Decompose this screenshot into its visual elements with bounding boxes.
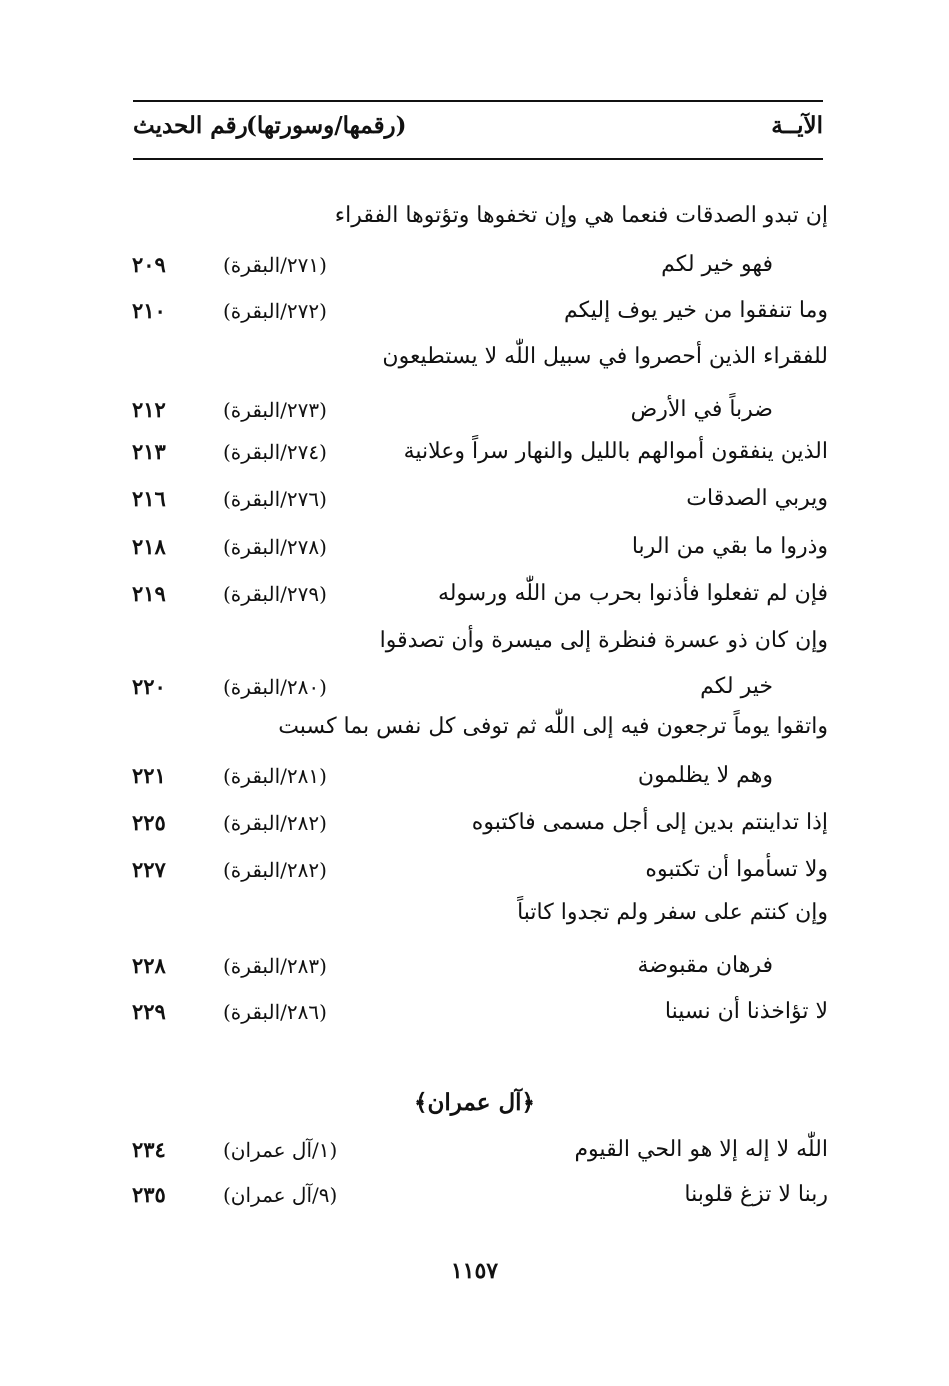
- verse-text: خير لكم: [700, 674, 773, 699]
- verse-text: وذروا ما بقي من الربا: [631, 534, 828, 559]
- verse-ref: (٢٨٦/البقرة): [223, 1000, 327, 1024]
- verse-text: وإن كنتم على سفر ولم تجدوا كاتباً: [517, 900, 828, 925]
- verse-ref: (٢٨٣/البقرة): [223, 954, 327, 978]
- verse-ref: (١/آل عمران): [223, 1138, 338, 1162]
- verse-ref: (٢٧٤/البقرة): [223, 440, 327, 464]
- index-row: [128, 893, 828, 933]
- index-row: [128, 291, 828, 331]
- verse-text: وإن كان ذو عسرة فنظرة إلى ميسرة وأن تصدقوا: [379, 628, 828, 653]
- index-row: [128, 574, 828, 614]
- verse-ref: (٢٨٢/البقرة): [223, 858, 327, 882]
- hadith-number: ٢١٢: [132, 397, 166, 422]
- verse-text: إن تبدو الصدقات فنعما هي وإن تخفوها وتؤتوها الفقراء: [334, 203, 828, 228]
- hadith-number: ٢٠٩: [132, 252, 166, 277]
- verse-ref: (٩/آل عمران): [223, 1183, 338, 1207]
- index-row: [128, 432, 828, 472]
- verse-text: وما تنفقوا من خير يوف إليكم: [563, 298, 828, 323]
- verse-text: للفقراء الذين أحصروا في سبيل اللّٰه لا يستطيعون: [382, 344, 828, 369]
- hadith-number: ٢٣٤: [132, 1137, 166, 1162]
- verse-text: اللّٰه لا إله إلا هو الحي القيوم: [574, 1137, 828, 1162]
- index-row: [128, 707, 828, 747]
- verse-text: فهو خير لكم: [661, 252, 773, 277]
- hadith-number: ٢٣٥: [132, 1182, 166, 1207]
- verse-text: وهم لا يظلمون: [637, 763, 773, 788]
- verse-text: ربنا لا تزغ قلوبنا: [684, 1182, 828, 1207]
- hadith-number: ٢١٣: [132, 439, 166, 464]
- verse-text: ويربي الصدقات: [686, 486, 828, 511]
- verse-ref: (٢٧٨/البقرة): [223, 535, 327, 559]
- verse-ref: (٢٨١/البقرة): [223, 764, 327, 788]
- header-top-rule: [133, 100, 823, 102]
- header-hadith-label: رقم الحديث: [133, 112, 248, 139]
- verse-ref: (٢٨٠/البقرة): [223, 675, 327, 699]
- verse-text: لا تؤاخذنا أن نسينا: [664, 999, 828, 1024]
- verse-text: ولا تسأموا أن تكتبوه: [645, 857, 828, 882]
- header-ref-label: (رقمها/وسورتها): [246, 112, 407, 139]
- index-row: [128, 337, 828, 377]
- index-row: [128, 850, 828, 890]
- verse-ref: (٢٧٦/البقرة): [223, 487, 327, 511]
- index-row: [128, 756, 828, 796]
- index-row: [128, 803, 828, 843]
- index-row: [128, 621, 828, 661]
- verse-ref: (٢٧٣/البقرة): [223, 398, 327, 422]
- verse-text: واتقوا يوماً ترجعون فيه إلى اللّٰه ثم توفى كل نفس بما كسبت: [278, 714, 828, 739]
- hadith-number: ٢٢٨: [132, 953, 166, 978]
- verse-text: فرهان مقبوضة: [637, 953, 773, 978]
- index-row: [128, 1175, 828, 1215]
- hadith-number: ٢١٦: [132, 486, 166, 511]
- hadith-number: ٢٢٩: [132, 999, 166, 1024]
- index-row: [128, 245, 828, 285]
- hadith-number: ٢١٨: [132, 534, 166, 559]
- hadith-number: ٢٢٠: [132, 674, 166, 699]
- index-row: [128, 196, 828, 236]
- surah-heading: ﴿آل عمران﴾: [413, 1089, 536, 1116]
- verse-text: الذين ينفقون أموالهم بالليل والنهار سراً وعلانية: [403, 439, 828, 464]
- index-row: [128, 992, 828, 1032]
- verse-text: ضرباً في الأرض: [630, 397, 773, 422]
- hadith-number: ٢٢٧: [132, 857, 166, 882]
- index-row: [128, 667, 828, 707]
- header-bottom-rule: [133, 158, 823, 160]
- index-row: [128, 1130, 828, 1170]
- verse-ref: (٢٧٩/البقرة): [223, 582, 327, 606]
- index-row: [128, 946, 828, 986]
- verse-ref: (٢٨٢/البقرة): [223, 811, 327, 835]
- hadith-number: ٢٢١: [132, 763, 166, 788]
- verse-ref: (٢٧٢/البقرة): [223, 299, 327, 323]
- index-row: [128, 479, 828, 519]
- hadith-number: ٢١٠: [132, 298, 166, 323]
- page-number: ١١٥٧: [450, 1258, 499, 1284]
- hadith-number: ٢١٩: [132, 581, 166, 606]
- header-verse-label: الآيــة: [771, 112, 823, 139]
- verse-ref: (٢٧١/البقرة): [223, 253, 327, 277]
- verse-text: فإن لم تفعلوا فأذنوا بحرب من اللّٰه ورسوله: [437, 581, 828, 606]
- hadith-number: ٢٢٥: [132, 810, 166, 835]
- index-row: [128, 390, 828, 430]
- verse-text: إذا تداينتم بدين إلى أجل مسمى فاكتبوه: [471, 810, 828, 835]
- index-row: [128, 527, 828, 567]
